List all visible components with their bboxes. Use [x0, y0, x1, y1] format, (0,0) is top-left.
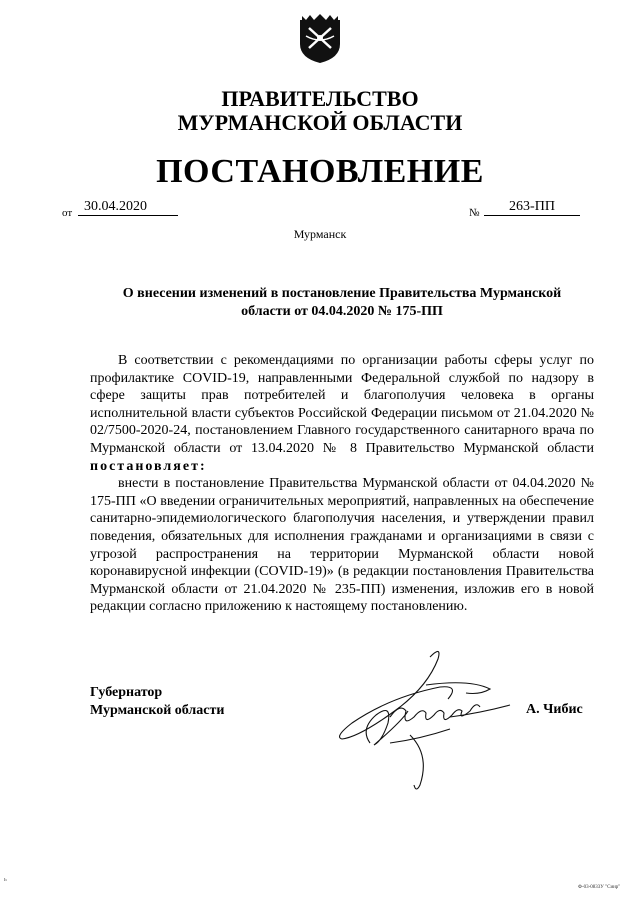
- document-subject: [90, 285, 594, 321]
- margin-mark: ь: [4, 877, 7, 883]
- subject-line1: О внесении изменений в постановление Правительства Мурманской: [122, 286, 562, 301]
- decree-word: постановляет:: [90, 458, 207, 474]
- document-type: ПОСТАНОВЛЕНИЕ: [156, 153, 484, 190]
- signatory-name: А. Чибис: [526, 702, 583, 717]
- org-name-line1: ПРАВИТЕЛЬСТВО: [221, 86, 419, 111]
- org-name-line2: МУРМАНСКОЙ ОБЛАСТИ: [177, 110, 463, 135]
- body-paragraph-preamble: [90, 352, 594, 475]
- document-body: [90, 352, 594, 616]
- subject-line2: области от 04.04.2020 № 175-ПП: [241, 304, 443, 319]
- document-date: 30.04.2020: [78, 199, 178, 216]
- number-prefix: №: [469, 207, 480, 219]
- date-prefix: от: [62, 207, 73, 219]
- city: Мурманск: [293, 227, 347, 241]
- signatory-title: [90, 684, 224, 720]
- document-number: 263-ПП: [484, 199, 580, 216]
- signatory-title-line2: Мурманской области: [90, 703, 225, 718]
- coat-of-arms-icon: [296, 14, 344, 64]
- signatory-title-line1: Губернатор: [90, 685, 163, 700]
- printer-stamp: Ф-03-0833У "Сиир": [578, 885, 621, 890]
- preamble-text: В соответствии с рекомендациями по организации работы сферы услуг по профилактике COVID-19, направленными Федеральной службой по надзору в сфере защиты прав потребителей и благополучия человека в органы исполнительной власти субъектов Российской Федерации письмом от 21.04.2020 № 02/7500-2020-24, постановлением Главного государственного санитарного врача по Мурманской области от 13.04.2020 № 8 Правительство Мурманской области: [90, 353, 594, 456]
- handwritten-signature-icon: [330, 645, 520, 795]
- body-paragraph-resolution: внести в постановление Правительства Мурманской области от 04.04.2020 № 175-ПП «О введении ограничительных мероприятий, направленных на обеспечение санитарно-эпидемиологического благополучия населения, и утверждении правил поведения, обязательных для исполнения гражданами и организациями в связи с угрозой распространения на территории Мурманской области новой коронавирусной инфекции (COVID-19)» (в редакции постановления Правительства Мурманской области от 21.04.2020 № 235-ПП) изменения, изложив его в новой редакции согласно приложению к настоящему постановлению.: [90, 476, 594, 615]
